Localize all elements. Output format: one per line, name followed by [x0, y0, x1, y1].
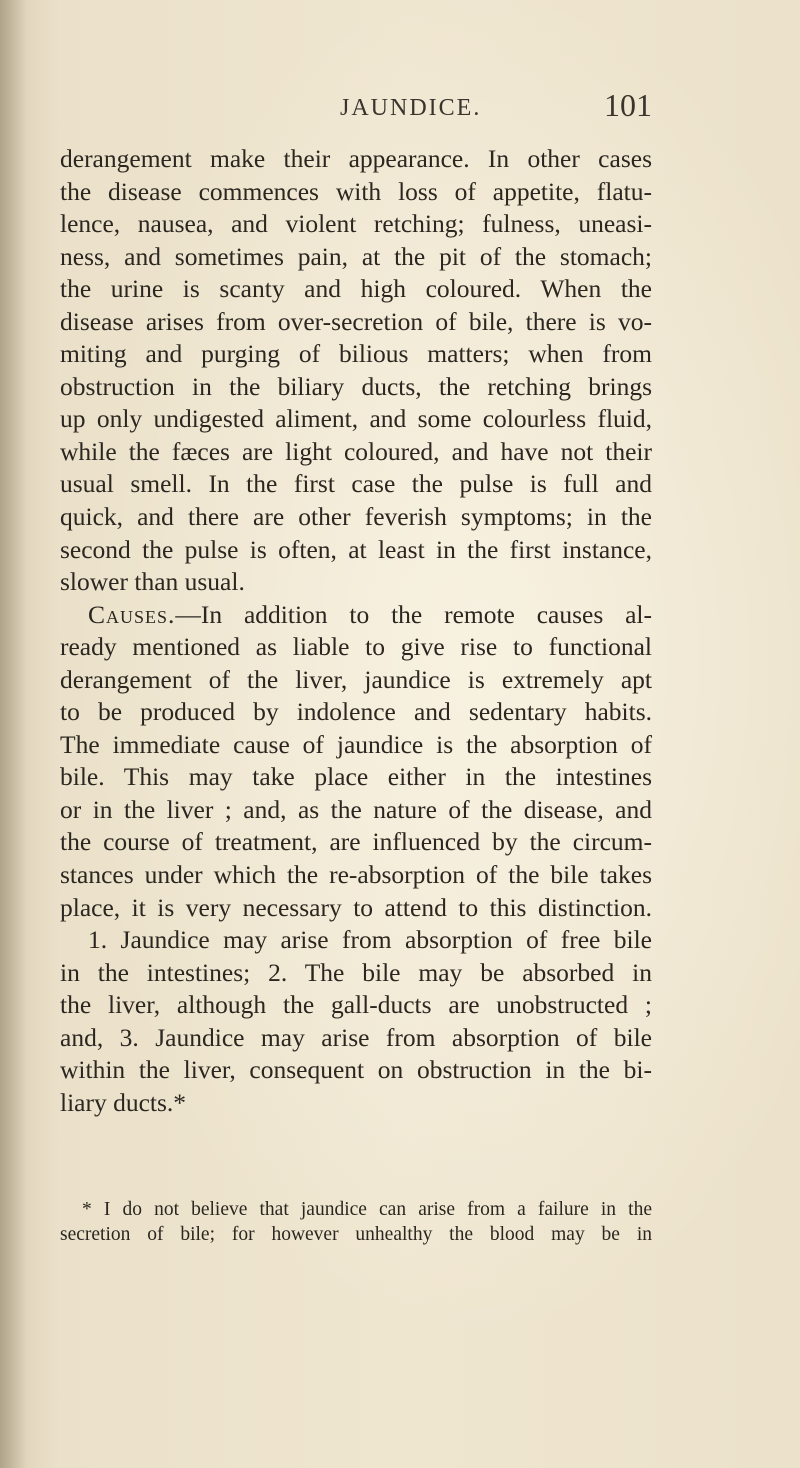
- text-line: the course of treatment, are influenced by the circum-: [60, 827, 652, 857]
- text-line: the liver, although the gall-ducts are unobstructed ;: [60, 990, 652, 1020]
- footnote-line: secretion of bile; for however unhealthy the blood may be in: [60, 1224, 652, 1245]
- text-line: or in the liver ; and, as the nature of the disease, and: [60, 794, 652, 824]
- text-line: slower than usual.: [60, 567, 245, 597]
- text-line: the urine is scanty and high coloured. When the: [60, 274, 652, 304]
- text-line: up only undigested aliment, and some colourless fluid,: [60, 404, 652, 434]
- text-line: disease arises from over-secretion of bile, there is vo-: [60, 306, 652, 336]
- footnote: [60, 1197, 652, 1247]
- text-line: stances under which the re-absorption of the bile takes: [60, 860, 652, 890]
- text-line: in the intestines; 2. The bile may be absorbed in: [60, 957, 652, 987]
- text-line: ready mentioned as liable to give rise to functional: [60, 632, 652, 662]
- text-line: ness, and sometimes pain, at the pit of the stomach;: [60, 241, 652, 271]
- spine-shadow: [0, 0, 26, 1468]
- text-line: The immediate cause of jaundice is the absorption of: [60, 729, 652, 759]
- body-text: [60, 143, 652, 1119]
- text-line: quick, and there are other feverish symptoms; in the: [60, 502, 652, 532]
- text-line: place, it is very necessary to attend to this distinction.: [60, 892, 652, 922]
- causes-paragraph-first-line: [60, 599, 652, 632]
- running-title: JAUNDICE.: [340, 95, 482, 121]
- causes-line-text: —In addition to the remote causes al-: [175, 599, 652, 629]
- text-line: while the fæces are light coloured, and have not their: [60, 436, 652, 466]
- page-header: [0, 85, 800, 125]
- text-line: derangement of the liver, jaundice is extremely apt: [60, 664, 652, 694]
- text-line: within the liver, consequent on obstruction in the bi-: [60, 1055, 652, 1085]
- text-line: 1. Jaundice may arise from absorption of free bile: [88, 925, 652, 955]
- text-line: to be produced by indolence and sedentary habits.: [60, 697, 652, 727]
- text-line: the disease commences with loss of appetite, flatu-: [60, 176, 652, 206]
- text-line: bile. This may take place either in the intestines: [60, 762, 652, 792]
- footnote-line: * I do not believe that jaundice can arise from a failure in the: [82, 1199, 652, 1220]
- causes-heading: Causes.: [88, 599, 176, 629]
- text-line: and, 3. Jaundice may arise from absorption of bile: [60, 1022, 652, 1052]
- page-number: 101: [604, 87, 652, 123]
- text-line: liary ducts.*: [60, 1087, 187, 1117]
- text-line: miting and purging of bilious matters; when from: [60, 339, 652, 369]
- text-line: lence, nausea, and violent retching; fulness, uneasi-: [60, 209, 652, 239]
- text-line: obstruction in the biliary ducts, the retching brings: [60, 371, 652, 401]
- text-line: second the pulse is often, at least in the first instance,: [60, 534, 652, 564]
- text-line: derangement make their appearance. In other cases: [60, 144, 652, 173]
- text-line: usual smell. In the first case the pulse is full and: [60, 469, 652, 499]
